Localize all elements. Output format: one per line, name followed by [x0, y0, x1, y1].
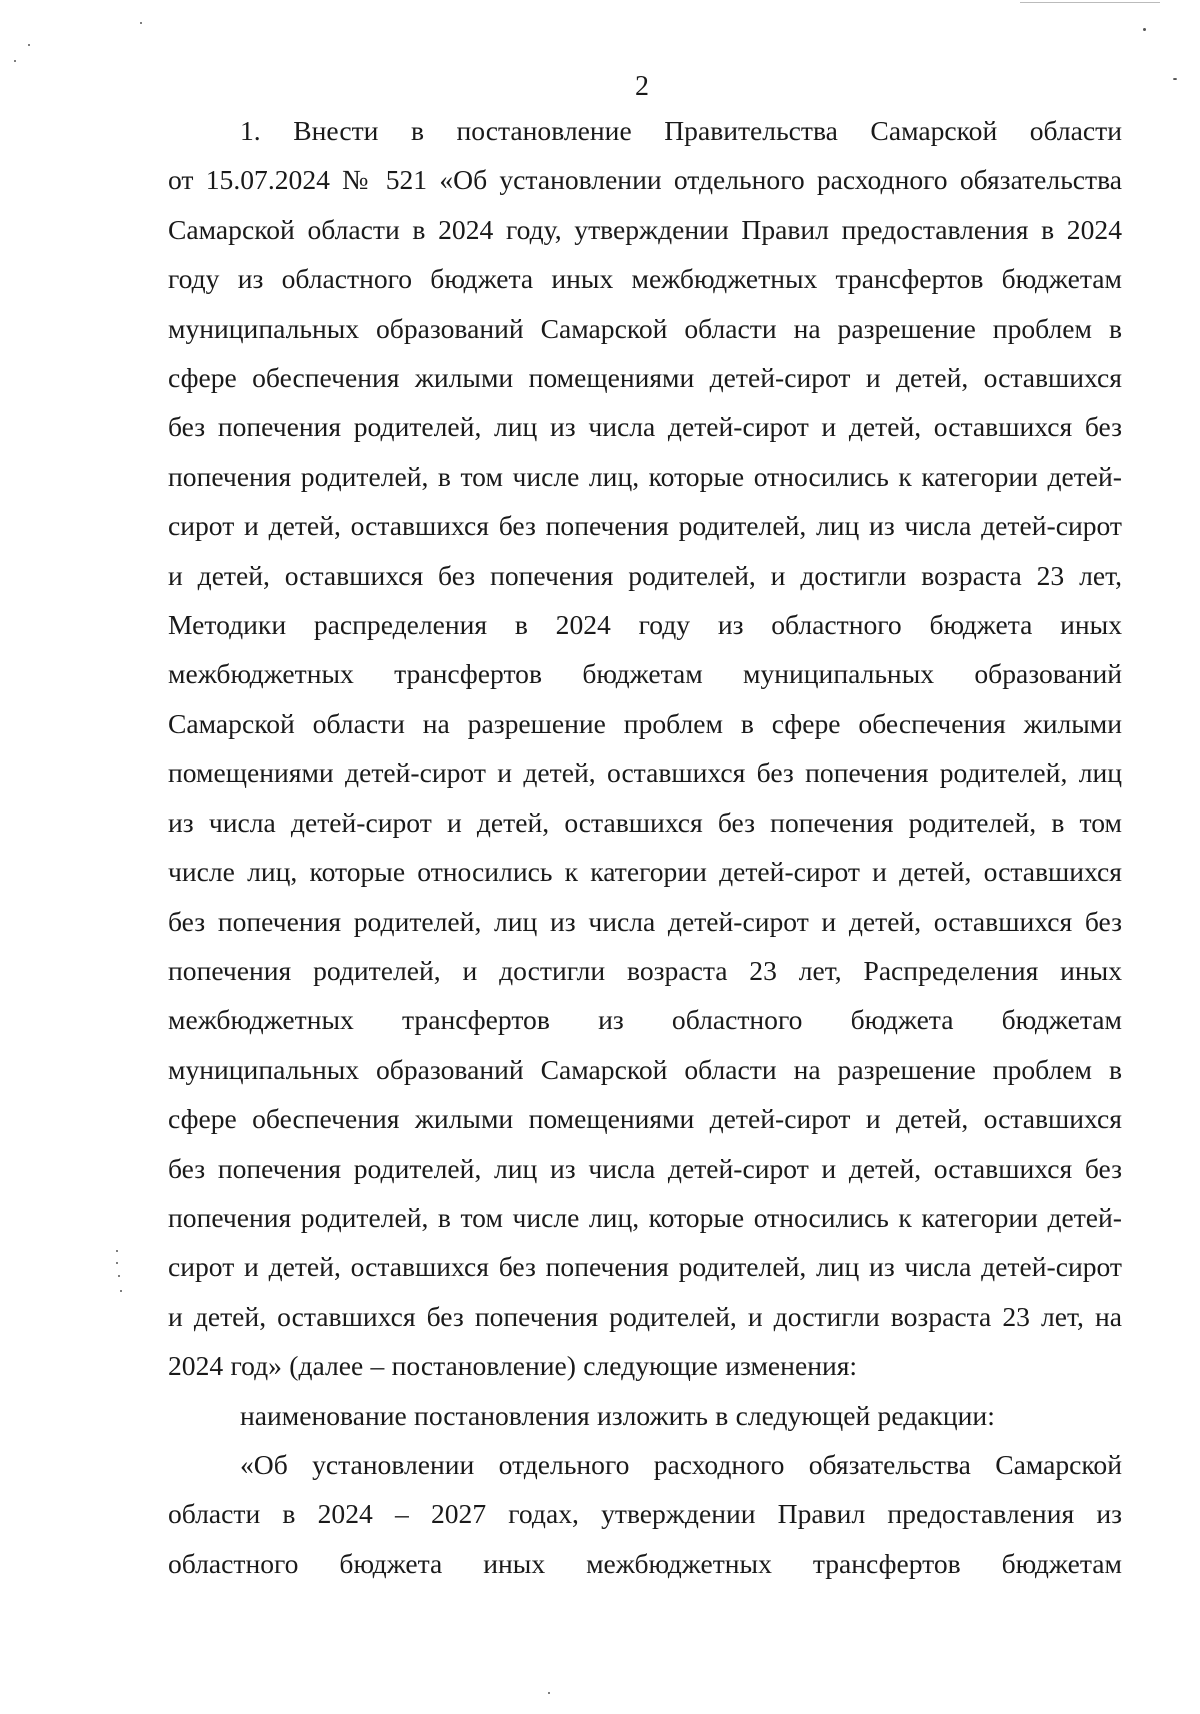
text-line: и детей, оставшихся без попечения родителей, и достигли возраста 23 лет, на: [168, 1300, 1122, 1332]
text-line: сирот и детей, оставшихся без попечения родителей, лиц из числа детей-сирот: [168, 1251, 1122, 1283]
text-line: Самарской области в 2024 году, утверждении Правил предоставления в 2024: [168, 213, 1122, 245]
text-line: без попечения родителей, лиц из числа детей-сирот и детей, оставшихся без: [168, 1152, 1122, 1184]
document-body: [168, 106, 1122, 1588]
text-line: наименование постановления изложить в следующей редакции:: [240, 1399, 995, 1431]
page-number: 2: [635, 71, 649, 102]
scan-edge-mark: [1020, 2, 1160, 3]
text-line: попечения родителей, в том числе лиц, которые относились к категории детей-: [168, 460, 1122, 492]
text-line: и детей, оставшихся без попечения родителей, и достигли возраста 23 лет,: [168, 559, 1122, 591]
text-line: помещениями детей-сирот и детей, оставшихся без попечения родителей, лиц: [168, 757, 1122, 789]
text-line: Самарской области на разрешение проблем в сфере обеспечения жилыми: [168, 707, 1122, 739]
text-line: 1. Внести в постановление Правительства Самарской области: [240, 115, 1122, 146]
text-line: областного бюджета иных межбюджетных трансфертов бюджетам: [168, 1547, 1122, 1579]
scan-speck: [548, 1692, 550, 1694]
text-line: межбюджетных трансфертов из областного бюджета бюджетам: [168, 1004, 1122, 1036]
text-line: попечения родителей, и достигли возраста 23 лет, Распределения иных: [168, 954, 1122, 986]
scan-speck: [140, 22, 142, 24]
text-line: муниципальных образований Самарской области на разрешение проблем в: [168, 312, 1122, 344]
text-line: попечения родителей, в том числе лиц, которые относились к категории детей-: [168, 1201, 1122, 1233]
scan-speck: [120, 1290, 122, 1292]
text-line: муниципальных образований Самарской области на разрешение проблем в: [168, 1053, 1122, 1085]
text-line: без попечения родителей, лиц из числа детей-сирот и детей, оставшихся без: [168, 905, 1122, 937]
scan-speck: [28, 44, 30, 46]
text-line: Методики распределения в 2024 году из областного бюджета иных: [168, 609, 1122, 641]
text-line: от 15.07.2024 № 521 «Об установлении отдельного расходного обязательства: [168, 164, 1122, 196]
text-line: области в 2024 – 2027 годах, утверждении Правил предоставления из: [168, 1498, 1122, 1530]
text-line: году из областного бюджета иных межбюджетных трансфертов бюджетам: [168, 263, 1122, 295]
text-line: из числа детей-сирот и детей, оставшихся без попечения родителей, в том: [168, 806, 1122, 838]
scan-speck: [118, 1275, 120, 1277]
text-line: без попечения родителей, лиц из числа детей-сирот и детей, оставшихся без: [168, 411, 1122, 443]
scan-speck: [14, 60, 16, 62]
scan-speck: [116, 1262, 118, 1264]
text-line: «Об установлении отдельного расходного обязательства Самарской: [240, 1448, 1122, 1480]
text-line: сфере обеспечения жилыми помещениями детей-сирот и детей, оставшихся: [168, 1103, 1122, 1135]
text-line: межбюджетных трансфертов бюджетам муниципальных образований: [168, 658, 1122, 690]
scan-speck: [116, 1250, 118, 1252]
scan-speck: [1143, 28, 1146, 31]
text-line: числе лиц, которые относились к категории детей-сирот и детей, оставшихся: [168, 856, 1122, 888]
scan-speck: [1173, 78, 1177, 80]
text-line: сирот и детей, оставшихся без попечения родителей, лиц из числа детей-сирот: [168, 510, 1122, 542]
text-line: 2024 год» (далее – постановление) следующие изменения:: [168, 1350, 858, 1382]
text-line: сфере обеспечения жилыми помещениями детей-сирот и детей, оставшихся: [168, 362, 1122, 394]
